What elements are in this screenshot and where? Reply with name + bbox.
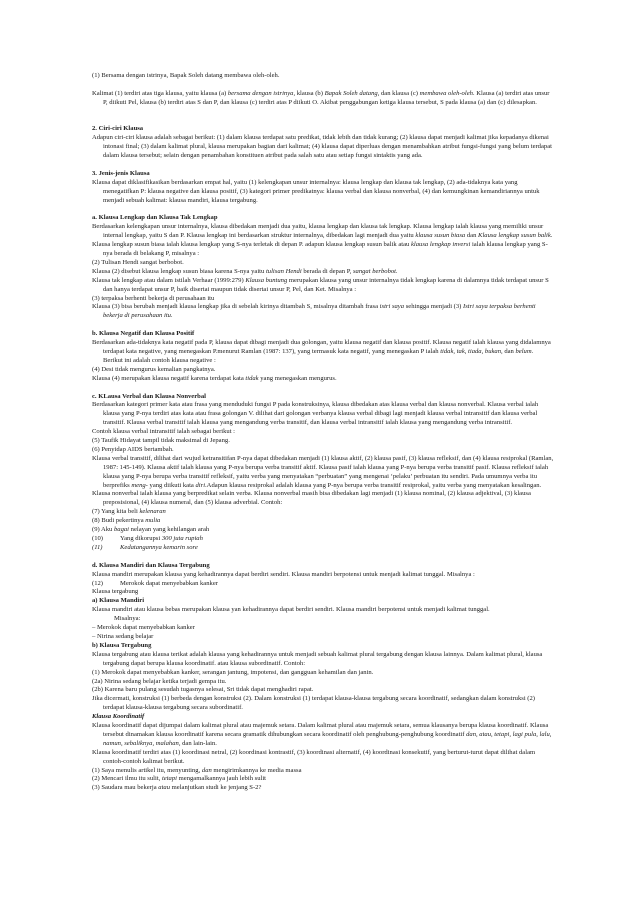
document-page <box>92 72 554 793</box>
heading-negatif: b. Klausa Negatif dan Klausa Positif <box>92 330 195 338</box>
example-9: (9) Aku bagai nelayan yang kehilangan arah <box>92 526 210 534</box>
example-10: (10) Yang dikorupsi 300 juta rupiah <box>92 535 203 543</box>
heading-lengkap: a. Klausa Lengkap dan Klausa Tak Lengkap <box>92 214 218 222</box>
paragraph-d8: (1) Merokok dapat menyebabkan kanker, serangan jantung, impotensi, dan gangguan kehamilan dan janin. <box>92 668 374 676</box>
paragraph-c4: Klausa nonverbal ialah klausa yang berpredikat selain verba. Klausa nonverbal masih bisa dibedakan lagi menjadi (1) klausa nominal, (2) klausa adjektival, (3) klausa preposisional, (4) klausa numeral, dan (5) klausa adverbial. Contoh: <box>92 490 531 507</box>
paragraph-a4: Klausa tak lengkap atau dalam istilah Verhaar (1999:279) Klausa buntung merupakan klausa yang unsur internalnya tidak lengkap karena di dalamnya tidak terdapat unsur S dan hanya terdapat unsur P, baik disertai maupun tidak disertai unsur P, Pel, dan Ket. Misalnya : <box>92 276 549 293</box>
paragraph-d1: Klausa mandiri merupakan klausa yang kehadirannya dapat berdiri sendiri. Klausa mandiri berpotensi untuk menjadi kalimat tunggal. Misalnya : <box>92 570 475 578</box>
paragraph-jenis: Klausa dapat diklasifikasikan berdasarkan empat hal, yaitu (1) kelengkapan unsur internalnya: klausa lengkap dan klausa tak lengkap, (2) ada-tidaknya kata yang menegatifkan P: klausa negative dan klausa positif, (3) kategori primer predikatnya: klausa verbal dan klausa nonverbal, (4) dan kemungkinan kemandiriannya untuk menjadi sebuah kalimat: klausa mandiri, klausa tergabung. <box>92 178 540 204</box>
example-8: (8) Budi pekertinya mulia <box>92 517 161 525</box>
paragraph-a5: Klausa (3) bisa berubah menjadi klausa lengkap jika di sebelah kirinya ditambah S, misalnya ditambah frasa istri saya sehingga menjadi (3) Istri saya terpaksa berhenti bekerja di perusahaan itu. <box>92 303 536 320</box>
example-d15: (2) Mencari ilmu itu sulit, tetapi mengamalkannya jauh lebih sulit <box>92 775 266 783</box>
paragraph-d13: Klausa koordinatif terdiri atas (1) koordinasi netral, (2) koordinasi kontrastif, (3) koordinasi alternatif, (4) koordinasi konsekutif, yang berturut-turut dapat dilihat dalam contoh-contoh kalimat berikut. <box>92 748 536 765</box>
paragraph-d3: Klausa mandiri atau klausa bebas merupakan klausa yan kehadirannya dapat berdiri sendiri. Klausa mandiri berpotensi untuk menjadi kalimat tunggal. <box>92 606 490 614</box>
heading-klausa-tergabung: b) Klausa Tergabung <box>92 641 152 649</box>
example-11: (11) Kedatangannya kemarin sore <box>92 543 198 551</box>
heading-mandiri: d. Klausa Mandiri dan Klausa Tergabung <box>92 561 210 569</box>
paragraph-a3: Klausa (2) disebut klausa lengkap susun biasa karena S-nya yaitu tulisan Hendi berada di depan P, sangat berbobot. <box>92 267 398 275</box>
paragraph-c3: Klausa verbal transitif, dilihat dari wujud ketransitifan P-nya dapat dibedakan menjadi (1) klausa aktif, (2) klausa pasif, (3) klausa refleksif, dan (4) klausa resiprokal (Ramlan, 1987: 145-149). Klausa aktif ialah klausa yang P-nya berupa verba transitif aktif. Klausa pasif ialah klausa yang P-nya berupa verba transitif pasif. Klausa refleksif ialah klausa yang P-nya berupa verba transitif refleksif, yaitu verba yang menyatakan “perbuatan” yang mengenai ‘pelaku’ perbuatan itu sendiri. Pada umumnya verba itu berprefiks meng- yang diikuti kata diri.Adapun klausa resiprokal adalah klausa yang P-nya berupa verba transitif resiprokal, yaitu verba yang menyatakan kesalingan. <box>92 454 554 489</box>
paragraph-d2: Klausa tergabung <box>92 588 139 596</box>
example-1: (1) Bersama dengan istrinya, Bapak Soleh datang membawa oleh-oleh. <box>92 72 280 79</box>
paragraph-a1: Berdasarkan kelengkapan unsur internalnya, klausa dibedakan menjadi dua yaitu, klausa lengkap dan klausa tak lengkap. Klausa lengkap ialah klausa yang memiliki unsur internal lengkap, yaitu S dan P. Klausa lengkap ini berdasarkan struktur internalnya, dibedakan lagi menjadi dua yaitu klausa susun biasa dan Klausa lengkap susun balik. <box>92 223 553 240</box>
paragraph-d7: Klausa tergabung atau klausa terikat adalah klausa yang kehadirannya untuk menjadi sebuah kalimat plural tergabung dengan klausa lainnya. Dalam kalimat plural, klausa tergabung dapat berupa klausa koordinatif. atau klausa subordinatif. Contoh: <box>92 650 543 667</box>
example-5: (5) Taufik Hidayat tampil tidak maksimal di Jepang. <box>92 437 230 445</box>
paragraph-c2: Contoh klausa verbal intransitif ialah sebagai berikut : <box>92 428 236 436</box>
heading-klausa-mandiri: a) Klausa Mandiri <box>92 597 145 605</box>
paragraph-a2: Klausa lengkap susun biasa ialah klausa lengkap yang S-nya terletak di depan P. adapun klausa lengkap susun balik atau klausa lengkap inversi ialah klausa lengkap yang S-nya berada di belakang P, misalnya : <box>92 241 548 258</box>
paragraph-b1: Berdasarkan ada-tidaknya kata negatif pada P, klausa dapat dibagi menjadi dua golongan, yaitu klausa negatif dan klausa positif. Klausa negatif ialah klausa yang didalamnya terdapat kata negative, yang menegaskan P.menurut Ramlan (1987: 137), yang termasuk kata negatif, yang menegaskan P ialah tidak, tak, tiada, bukan, dan belum. Berikut ini adalah contoh klausa negative : <box>92 339 551 364</box>
example-d16: (3) Saudara mau bekerja atau melanjutkan studi ke jenjang S-2? <box>92 784 262 792</box>
paragraph-d12: Klausa koordinatif dapat dijumpai dalam kalimat plural atau majemuk setara. Dalam kalimat plural atau majemuk setara, semua klausanya berupa klausa koordinatif. Klausa tersebut dinamakan klausa koordinatif karena secara gramatik dihubungkan secara koordinatif oleh penghubung-penghubung koordinatif dan, atau, tetapi, lagi pula, lalu, namun, sebaliknya, malahan, dan lain-lain. <box>92 722 552 747</box>
paragraph-kalimat-1: Kalimat (1) terdiri atas tiga klausa, yaitu klausa (a) bersama dengan istrinya, klausa (b) Bapak Soleh datang, dan klausa (c) membawa oleh-oleh. Klausa (a) terdiri atas unsur P, diikuti Pel, klausa (b) terdiri atas S dan P, dan klausa (c) terdiri atas P diikuti O. Akibat penggabungan ketiga klausa tersebut, S pada klausa (a) dan (c) dilesapkan. <box>92 89 550 106</box>
heading-verbal: c. KLausa Verbal dan Klausa Nonverbal <box>92 392 206 400</box>
paragraph-d9: (2a) Nirina sedang belajar ketika terjadi gempa itu. <box>92 677 227 685</box>
paragraph-d10: (2b) Karena baru pulang sesudah tugasnya selesai, Sri tidak dapat menghadiri rapat. <box>92 686 314 694</box>
example-12: (12) Merokok dapat menyebabkan kanker <box>92 579 218 587</box>
example-7: (7) Yang kita beli kelenaran <box>92 508 166 516</box>
example-2: (2) Tulisan Hendi sangat berbobot. <box>92 258 184 266</box>
paragraph-d4: Misalnya: <box>114 615 141 623</box>
paragraph-c1: Berdasarkan kategori primer kata atau frasa yang menduduki fungsi P pada konstruksinya, klausa dibedakan atas klausa verbal dan klausa nonverbal. Klausa verbal ialah klausa yang P-nya terdiri atas kata atau frasa golongan V. dilihat dari golongan verbanya klausa verbal dibagi lagi menjadi klausa verbal intransitif dan klausa verbal transitif. Klausa verbal transitif ialah klausa yang mengandung verba transitif, dan klausa verbal intransitif ialah klausa yang mengandung verba intransitif. <box>92 401 539 427</box>
paragraph-b2: Klausa (4) merupakan klausa negatif karena terdapat kata tidak yang menegaskan mengurus. <box>92 374 337 382</box>
example-3: (3) terpaksa berhenti bekerja di perusahaan itu <box>92 294 215 302</box>
example-d14: (1) Saya menulis artikel itu, menyunting, dan mengirimkannya ke media massa <box>92 766 302 774</box>
paragraph-ciri: Adapun ciri-ciri klausa adalah sebagai berikut: (1) dalam klausa terdapat satu predikat, tidak lebih dan tidak kurang; (2) klausa dapat menjadi kalimat jika kepadanya dikenai intonasi final; (3) dalam kalimat plural, klausa merupakan bagian dari kalimat; (4) klausa dapat diperluas dengan menambahkan atribut fungsi-fungsi yang belum terdapat dalam klausa tersebut; selain dengan penambahan konstituen atribut pada salah satu atau setiap fungsi sintaktis yang ada. <box>92 134 552 160</box>
heading-ciri-ciri: 2. Ciri-ciri Klausa <box>92 125 144 133</box>
heading-jenis: 3. Jenis-jenis Klausa <box>92 169 150 177</box>
paragraph-d11: Jika dicermati, konstruksi (1) berbeda dengan konstruksi (2). Dalam konstruksi (1) terdapat klausa-klausa tergabung secara koordinatif, sedangkan dalam konstruksi (2) terdapat klausa-klausa tergabung secara subordinatif. <box>92 695 535 712</box>
list-item-2: – Nirina sedang belajar <box>92 632 154 640</box>
example-6: (6) Penyidap AIDS bertambah. <box>92 445 174 453</box>
heading-koordinatif: Klausa Koordinatif <box>92 713 145 721</box>
example-4: (4) Desi tidak mengurus kemalian pangkatnya. <box>92 365 216 373</box>
list-item-1: – Merokok dapat menyebabkan kanker <box>92 624 195 632</box>
